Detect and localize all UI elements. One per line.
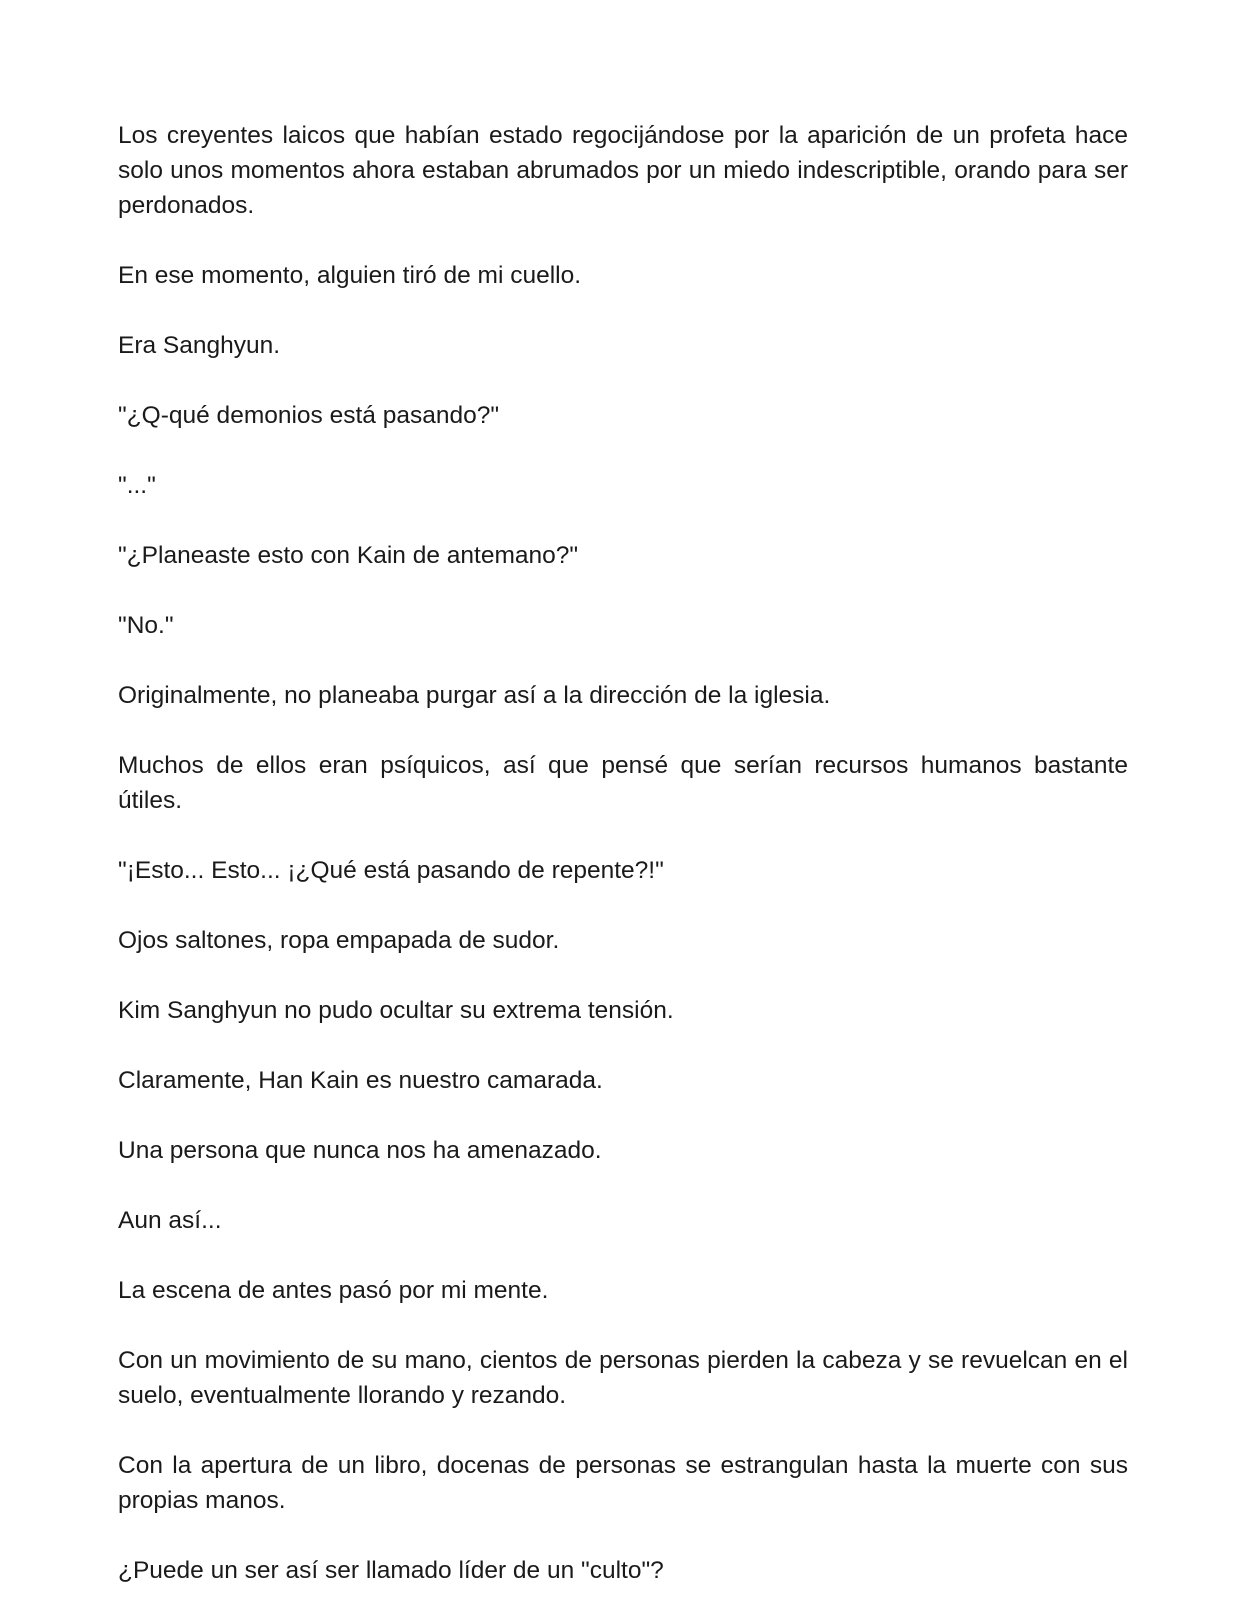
paragraph: "...": [118, 472, 156, 499]
paragraph: Ojos saltones, ropa empapada de sudor.: [118, 927, 560, 954]
paragraph: Era Sanghyun.: [118, 332, 281, 359]
paragraph: Los creyentes laicos que habían estado regocijándose por la aparición de un profeta hace solo unos momentos ahora estaban abrumados por un miedo indescriptible, orando para ser perdonados.: [118, 122, 1128, 219]
paragraph: Kim Sanghyun no pudo ocultar su extrema tensión.: [118, 997, 674, 1024]
paragraph: Claramente, Han Kain es nuestro camarada.: [118, 1067, 603, 1094]
paragraph: Con un movimiento de su mano, cientos de personas pierden la cabeza y se revuelcan en el suelo, eventualmente llorando y rezando.: [118, 1347, 1128, 1409]
paragraph: "¡Esto... Esto... ¡¿Qué está pasando de repente?!": [118, 857, 664, 884]
paragraph: "¿Q-qué demonios está pasando?": [118, 402, 500, 429]
paragraph: Con la apertura de un libro, docenas de personas se estrangulan hasta la muerte con sus propias manos.: [118, 1452, 1128, 1514]
paragraph: Una persona que nunca nos ha amenazado.: [118, 1137, 602, 1164]
paragraph: Originalmente, no planeaba purgar así a la dirección de la iglesia.: [118, 682, 831, 709]
paragraph: "No.": [118, 612, 174, 639]
paragraph: "¿Planeaste esto con Kain de antemano?": [118, 542, 579, 569]
document-body: [118, 118, 1128, 1588]
paragraph: Muchos de ellos eran psíquicos, así que pensé que serían recursos humanos bastante útiles.: [118, 752, 1128, 814]
paragraph: ¿Puede un ser así ser llamado líder de un "culto"?: [118, 1557, 664, 1584]
paragraph: En ese momento, alguien tiró de mi cuello.: [118, 262, 582, 289]
paragraph: La escena de antes pasó por mi mente.: [118, 1277, 549, 1304]
paragraph: Aun así...: [118, 1207, 222, 1234]
